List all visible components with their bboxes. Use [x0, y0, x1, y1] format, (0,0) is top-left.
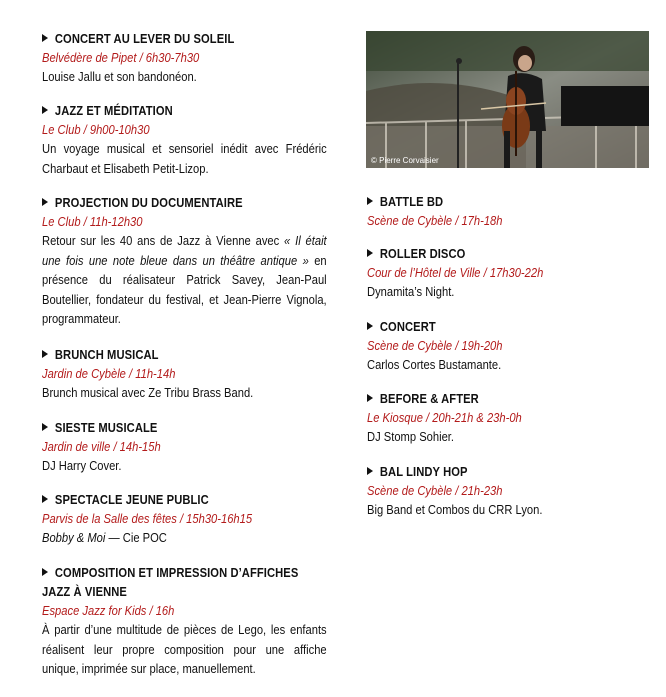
event-description: Carlos Cortes Bustamante. — [367, 357, 502, 372]
event-title-text: CONCERT AU LEVER DU SOLEIL — [54, 31, 235, 46]
event-title-text: COMPOSITION ET IMPRESSION D’AFFICHES JAZZ À VIENNE — [42, 565, 299, 599]
event-title-text: SIESTE MUSICALE — [54, 420, 158, 435]
cellist-photo — [366, 31, 649, 168]
event-title — [367, 317, 608, 336]
event-jazz-meditation — [42, 101, 326, 178]
event-brunch-musical — [42, 345, 326, 403]
event-description: DJ Harry Cover. — [42, 458, 122, 473]
event-description: Big Band et Combos du CRR Lyon. — [367, 502, 543, 517]
event-venue: Parvis de la Salle des fêtes / 15h30-16h15 — [42, 511, 253, 526]
bullet-triangle-icon — [367, 394, 373, 402]
event-venue: Scène de Cybèle / 19h-20h — [367, 338, 503, 353]
event-venue: Le Club / 9h00-10h30 — [42, 122, 150, 137]
bullet-triangle-icon — [367, 467, 373, 475]
event-title-text: BATTLE BD — [379, 194, 444, 209]
event-title-text: BEFORE & AFTER — [379, 391, 479, 406]
event-title-text: BAL LINDY HOP — [379, 464, 468, 479]
bullet-triangle-icon — [42, 495, 48, 503]
event-description: À partir d’une multitude de pièces de Lego, les enfants réalisent leur propre composition pour une affiche unique, imprimée sur place, manuellement. — [42, 622, 327, 676]
event-roller-disco — [367, 244, 647, 302]
event-title-text: SPECTACLE JEUNE PUBLIC — [54, 492, 209, 507]
event-battle-bd — [367, 192, 647, 230]
event-title-text: JAZZ ET MÉDITATION — [54, 103, 173, 118]
event-title-text: ROLLER DISCO — [379, 246, 466, 261]
photo-credit: © Pierre Corvaisier — [371, 156, 439, 165]
event-venue: Scène de Cybèle / 21h-23h — [367, 483, 503, 498]
event-description: Brunch musical avec Ze Tribu Brass Band. — [42, 385, 254, 400]
bullet-triangle-icon — [42, 34, 48, 42]
event-description: DJ Stomp Sohier. — [367, 429, 454, 444]
desc-text: en présence du réalisateur Patrick Savey, Jean-Paul Boutellier, fondateur du festival, et Jean-Pierre Vignola, programmateur. — [42, 252, 327, 326]
bullet-triangle-icon — [367, 249, 373, 257]
event-description: Dynamita’s Night. — [367, 284, 455, 299]
event-description — [42, 528, 327, 548]
bullet-triangle-icon — [42, 350, 48, 358]
event-before-after — [367, 389, 647, 447]
event-venue: Scène de Cybèle / 17h-18h — [367, 213, 503, 228]
event-bal-lindy-hop — [367, 462, 647, 520]
event-title — [42, 418, 286, 437]
event-title — [42, 29, 286, 48]
event-venue: Cour de l’Hôtel de Ville / 17h30-22h — [367, 265, 544, 280]
documentary-title: « Il était une fois une note bleue dans un théâtre antique » — [42, 233, 327, 268]
event-venue: Belvédère de Pipet / 6h30-7h30 — [42, 50, 200, 65]
event-title — [42, 345, 286, 364]
event-title — [42, 101, 286, 120]
event-concert-lever-soleil — [42, 29, 326, 87]
bullet-triangle-icon — [42, 568, 48, 576]
bullet-triangle-icon — [42, 198, 48, 206]
bullet-triangle-icon — [367, 322, 373, 330]
event-sieste-musicale — [42, 418, 326, 476]
event-title-text: CONCERT — [379, 319, 436, 334]
event-venue: Le Club / 11h-12h30 — [42, 214, 143, 229]
event-venue: Espace Jazz for Kids / 16h — [42, 603, 175, 618]
event-title-text: PROJECTION DU DOCUMENTAIRE — [54, 195, 243, 210]
event-title — [367, 462, 608, 481]
event-title — [367, 244, 608, 263]
bullet-triangle-icon — [42, 423, 48, 431]
event-title — [42, 490, 286, 509]
event-concert — [367, 317, 647, 375]
event-spectacle-jeune-public — [42, 490, 326, 548]
desc-text: — Cie POC — [105, 530, 167, 545]
cellist-photo-image — [366, 31, 649, 168]
event-venue: Le Kiosque / 20h-21h & 23h-0h — [367, 410, 522, 425]
event-projection-documentaire — [42, 193, 326, 329]
event-composition-affiches — [42, 563, 326, 679]
event-title — [367, 389, 608, 408]
bullet-triangle-icon — [42, 106, 48, 114]
event-venue: Jardin de ville / 14h-15h — [42, 439, 161, 454]
event-description — [42, 231, 327, 329]
event-description: Louise Jallu et son bandonéon. — [42, 69, 197, 84]
event-title — [42, 193, 286, 212]
event-title — [42, 563, 326, 601]
bullet-triangle-icon — [367, 197, 373, 205]
show-title: Bobby & Moi — [42, 530, 106, 545]
event-title-text: BRUNCH MUSICAL — [54, 347, 159, 362]
event-description: Un voyage musical et sensoriel inédit avec Frédéric Charbaut et Elisabeth Petit-Lizop. — [42, 141, 327, 176]
desc-text: Retour sur les 40 ans de Jazz à Vienne avec — [42, 233, 285, 248]
event-title — [367, 192, 608, 211]
event-venue: Jardin de Cybèle / 11h-14h — [42, 366, 176, 381]
